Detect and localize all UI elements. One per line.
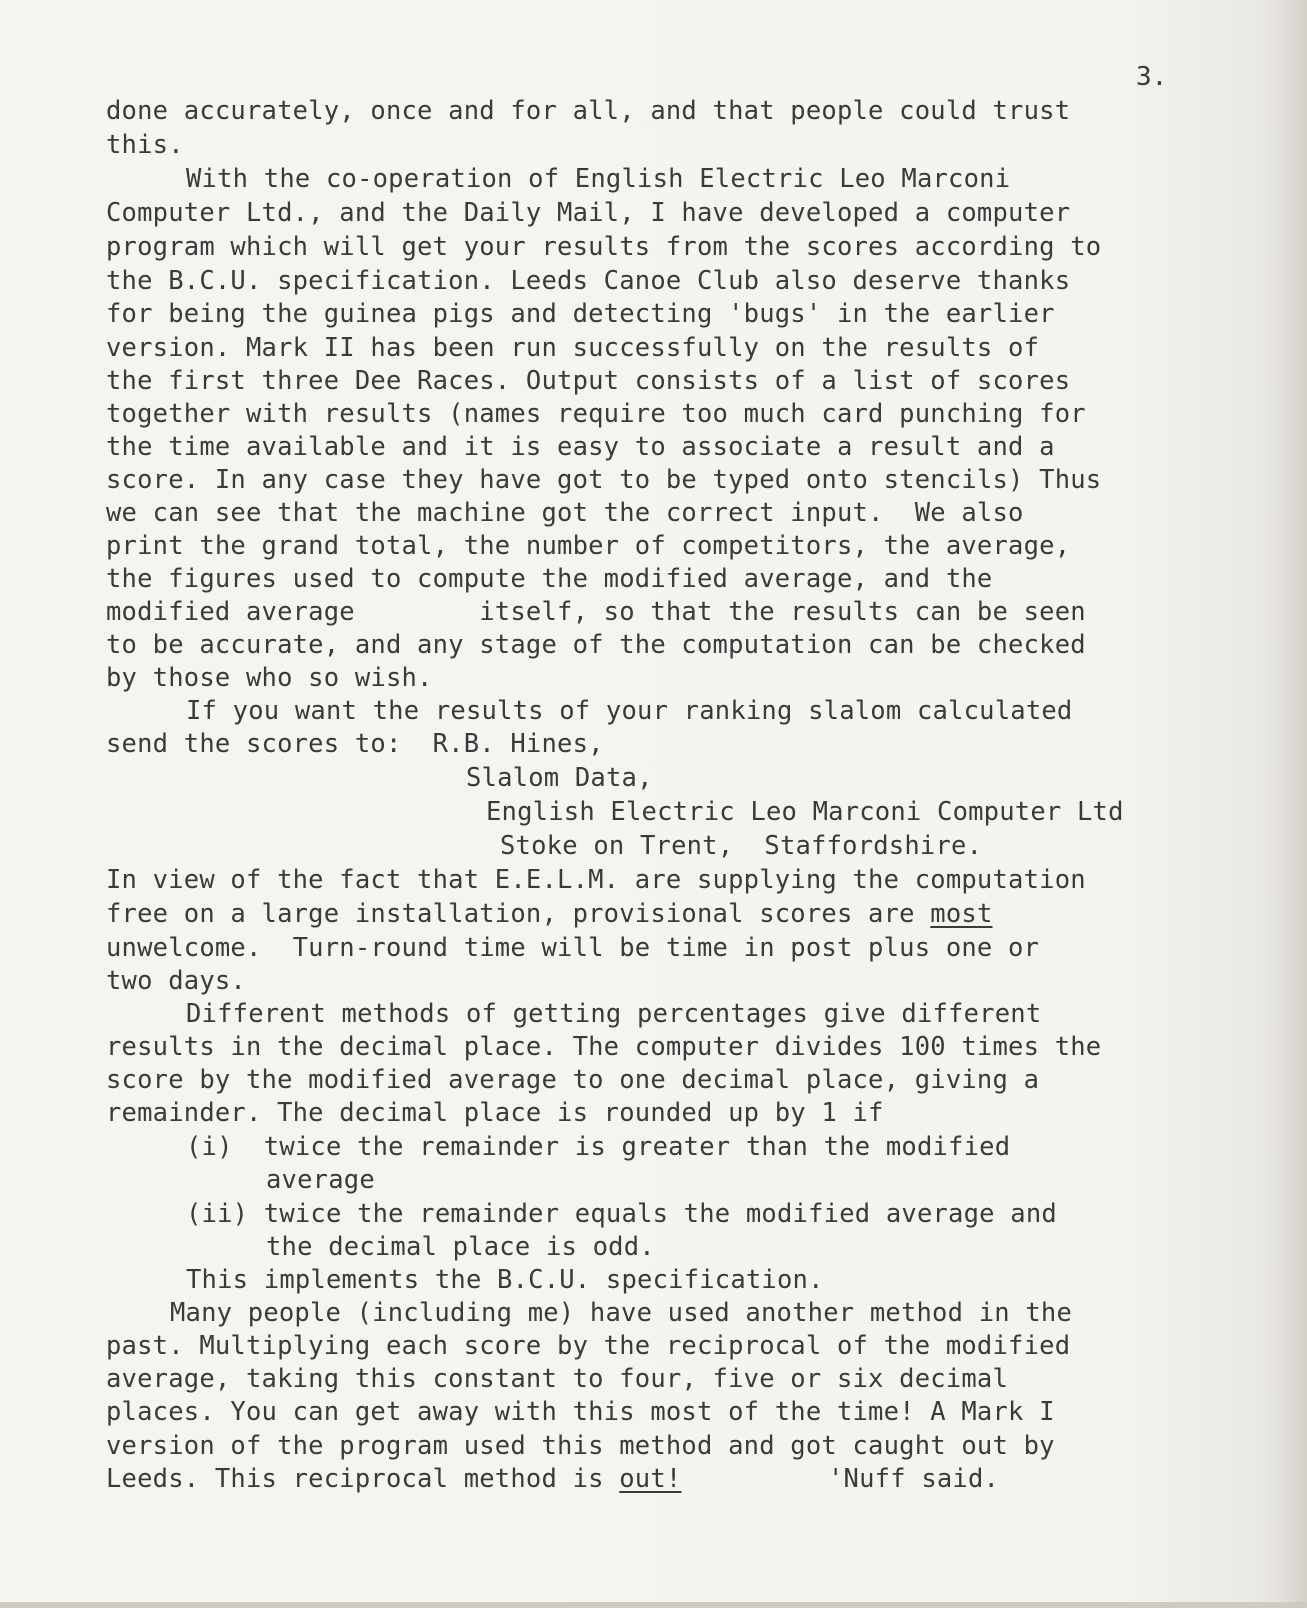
text-segment: Leeds. This reciprocal method is	[106, 1464, 620, 1494]
text-line: we can see that the machine got the correct input. We also	[106, 498, 1024, 528]
text-line: results in the decimal place. The computer divides 100 times the	[106, 1032, 1102, 1062]
text-line: score. In any case they have got to be typed onto stencils) Thus	[106, 465, 1102, 495]
text-line: places. You can get away with this most of the time! A Mark I	[106, 1397, 1055, 1427]
list-item-continuation: average	[266, 1165, 375, 1195]
text-line: unwelcome. Turn-round time will be time in post plus one or	[106, 933, 1040, 963]
text-line: average, taking this constant to four, five or six decimal	[106, 1364, 1009, 1394]
address-line: Stoke on Trent, Staffordshire.	[500, 831, 983, 861]
text-line: remainder. The decimal place is rounded up by 1 if	[106, 1098, 884, 1128]
text-line: This implements the B.C.U. specification.	[186, 1265, 824, 1295]
text-line	[106, 1463, 681, 1496]
text-line: modified average itself, so that the results can be seen	[106, 597, 1086, 627]
text-line: Many people (including me) have used another method in the	[170, 1298, 1073, 1328]
text-line: together with results (names require too much card punching for	[106, 399, 1086, 429]
text-line: version of the program used this method and got caught out by	[106, 1431, 1055, 1461]
text-segment: free on a large installation, provisional scores are	[106, 899, 931, 929]
text-line: the B.C.U. specification. Leeds Canoe Club also deserve thanks	[106, 266, 1071, 296]
text-line: to be accurate, and any stage of the computation can be checked	[106, 630, 1086, 660]
text-line: If you want the results of your ranking slalom calculated	[186, 696, 1073, 726]
text-line: send the scores to: R.B. Hines,	[106, 729, 604, 759]
text-line: Different methods of getting percentages give different	[186, 999, 1042, 1029]
text-line: With the co-operation of English Electric Leo Marconi	[186, 164, 1011, 194]
text-line: 'Nuff said.	[828, 1464, 1000, 1494]
page-right-edge	[1273, 0, 1307, 1608]
text-line: print the grand total, the number of competitors, the average,	[106, 531, 1071, 561]
text-line: version. Mark II has been run successfully on the results of	[106, 333, 1040, 363]
text-line: score by the modified average to one decimal place, giving a	[106, 1065, 1040, 1095]
underlined-word: out!	[619, 1464, 682, 1494]
list-item-continuation: the decimal place is odd.	[266, 1232, 655, 1262]
list-item: (i) twice the remainder is greater than the modified	[186, 1132, 1011, 1162]
address-line: Slalom Data,	[466, 763, 653, 793]
text-line: this.	[106, 130, 184, 160]
list-item: (ii) twice the remainder equals the modified average and	[186, 1199, 1057, 1229]
text-line: by those who so wish.	[106, 663, 433, 693]
text-line: the figures used to compute the modified average, and the	[106, 564, 993, 594]
text-line: two days.	[106, 966, 246, 996]
text-line	[106, 898, 993, 931]
text-line: the time available and it is easy to associate a result and a	[106, 432, 1055, 462]
text-line: past. Multiplying each score by the reciprocal of the modified	[106, 1331, 1071, 1361]
text-line: done accurately, once and for all, and that people could trust	[106, 96, 1071, 126]
text-line: the first three Dee Races. Output consists of a list of scores	[106, 366, 1071, 396]
text-line: In view of the fact that E.E.L.M. are supplying the computation	[106, 865, 1086, 895]
underlined-word: most	[930, 899, 993, 929]
address-line: English Electric Leo Marconi Computer Ltd	[486, 797, 1124, 827]
page-bottom-edge	[0, 1602, 1307, 1608]
text-line: program which will get your results from the scores according to	[106, 232, 1102, 262]
text-line: for being the guinea pigs and detecting 'bugs' in the earlier	[106, 299, 1055, 329]
page-number: 3.	[1136, 62, 1168, 92]
text-line: Computer Ltd., and the Daily Mail, I have developed a computer	[106, 198, 1071, 228]
